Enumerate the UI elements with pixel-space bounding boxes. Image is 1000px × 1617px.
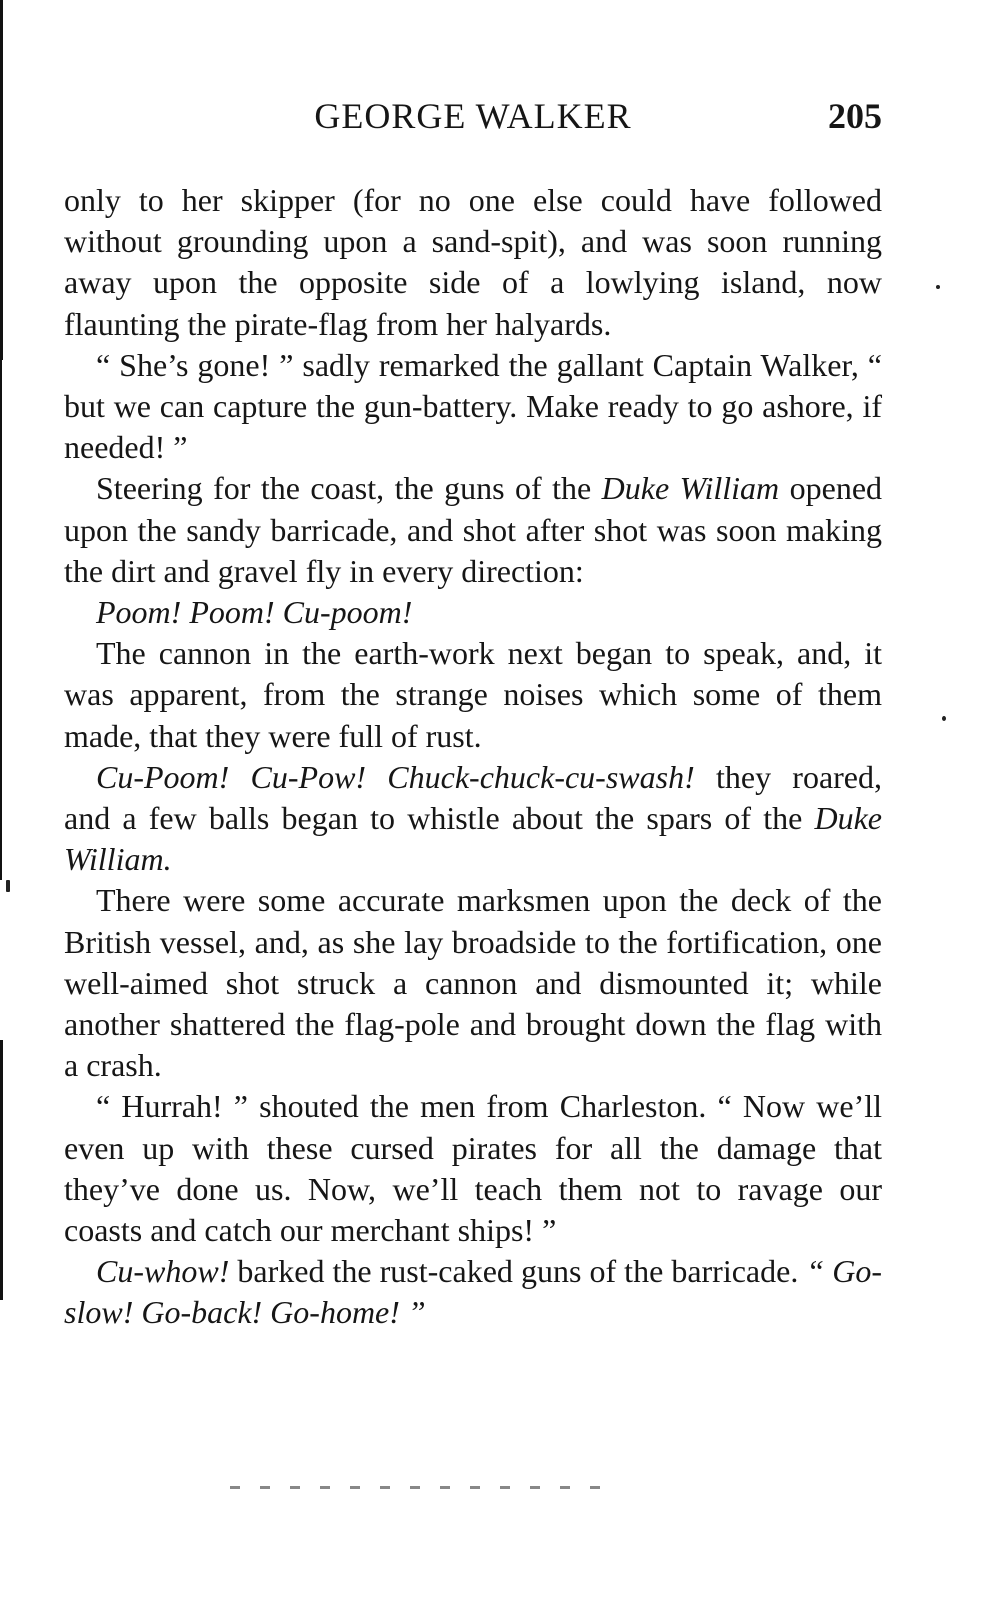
paragraph <box>64 757 882 881</box>
text-run: only to her skipper (for no one else could have followed without grounding upon a sand-spit), and was soon running away upon the opposite side of a lowlying island, now flaunting the pirate-flag from her halyards. <box>64 182 882 342</box>
text-run: they roared, and a few balls began to whistle about the spars of the <box>64 758 883 837</box>
paragraph <box>64 633 882 757</box>
scan-edge-middle <box>0 360 2 880</box>
body-text <box>64 180 882 1334</box>
running-head <box>64 95 882 145</box>
text-run: There were some accurate marksmen upon the deck of the British vessel, and, as she lay broadside to the fortification, one well-aimed shot struck a cannon and dismounted it; while another shattered the flag-pole and brought down the flag with a crash. <box>64 882 882 1084</box>
paragraph <box>64 468 882 592</box>
italic-text: Cu-whow! <box>96 1253 230 1290</box>
text-run: Steering for the coast, the guns of the <box>96 470 602 507</box>
italic-text: Duke William <box>601 470 780 507</box>
text-run: barked the rust-caked guns of the barricade. <box>229 1253 807 1290</box>
paragraph <box>64 880 882 1086</box>
paragraph <box>64 1251 882 1333</box>
paragraph <box>64 1086 882 1251</box>
paragraph <box>64 592 882 633</box>
scan-speck <box>6 880 10 892</box>
running-title: GEORGE WALKER <box>314 96 632 136</box>
text-run: The cannon in the earth-work next began to speak, and, it was apparent, from the strange noises which some of them made, that they were full of rust. <box>64 635 882 754</box>
scan-speck <box>936 285 940 289</box>
italic-text: Poom! Poom! Cu-poom! <box>96 594 413 631</box>
page-number: 205 <box>828 96 882 136</box>
paragraph <box>64 345 882 469</box>
paragraph <box>64 180 882 345</box>
footer-scan-residue <box>230 1486 610 1489</box>
scan-edge-bottom <box>0 1040 3 1300</box>
italic-text: Cu-Poom! Cu-Pow! Chuck-chuck-cu-swash! <box>96 758 695 795</box>
italic-text: “ Go-slow! Go-back! Go-home! ” <box>64 1253 883 1331</box>
italic-text: Duke William. <box>64 800 882 878</box>
text-run: “ Hurrah! ” shouted the men from Charleston. “ Now we’ll even up with these cursed pirates for all the damage that they’ve done us. Now, we’ll teach them not to ravage our coasts and catch our merchant ships! ” <box>64 1088 882 1249</box>
text-run: opened upon the sandy barricade, and shot after shot was soon making the dirt and gravel fly in every direction: <box>64 470 883 589</box>
scan-edge-top <box>0 0 3 360</box>
text-run: “ She’s gone! ” sadly remarked the gallant Captain Walker, “ but we can capture the gun-battery. Make ready to go ashore, if needed! ” <box>64 346 882 466</box>
scan-speck <box>942 716 946 721</box>
